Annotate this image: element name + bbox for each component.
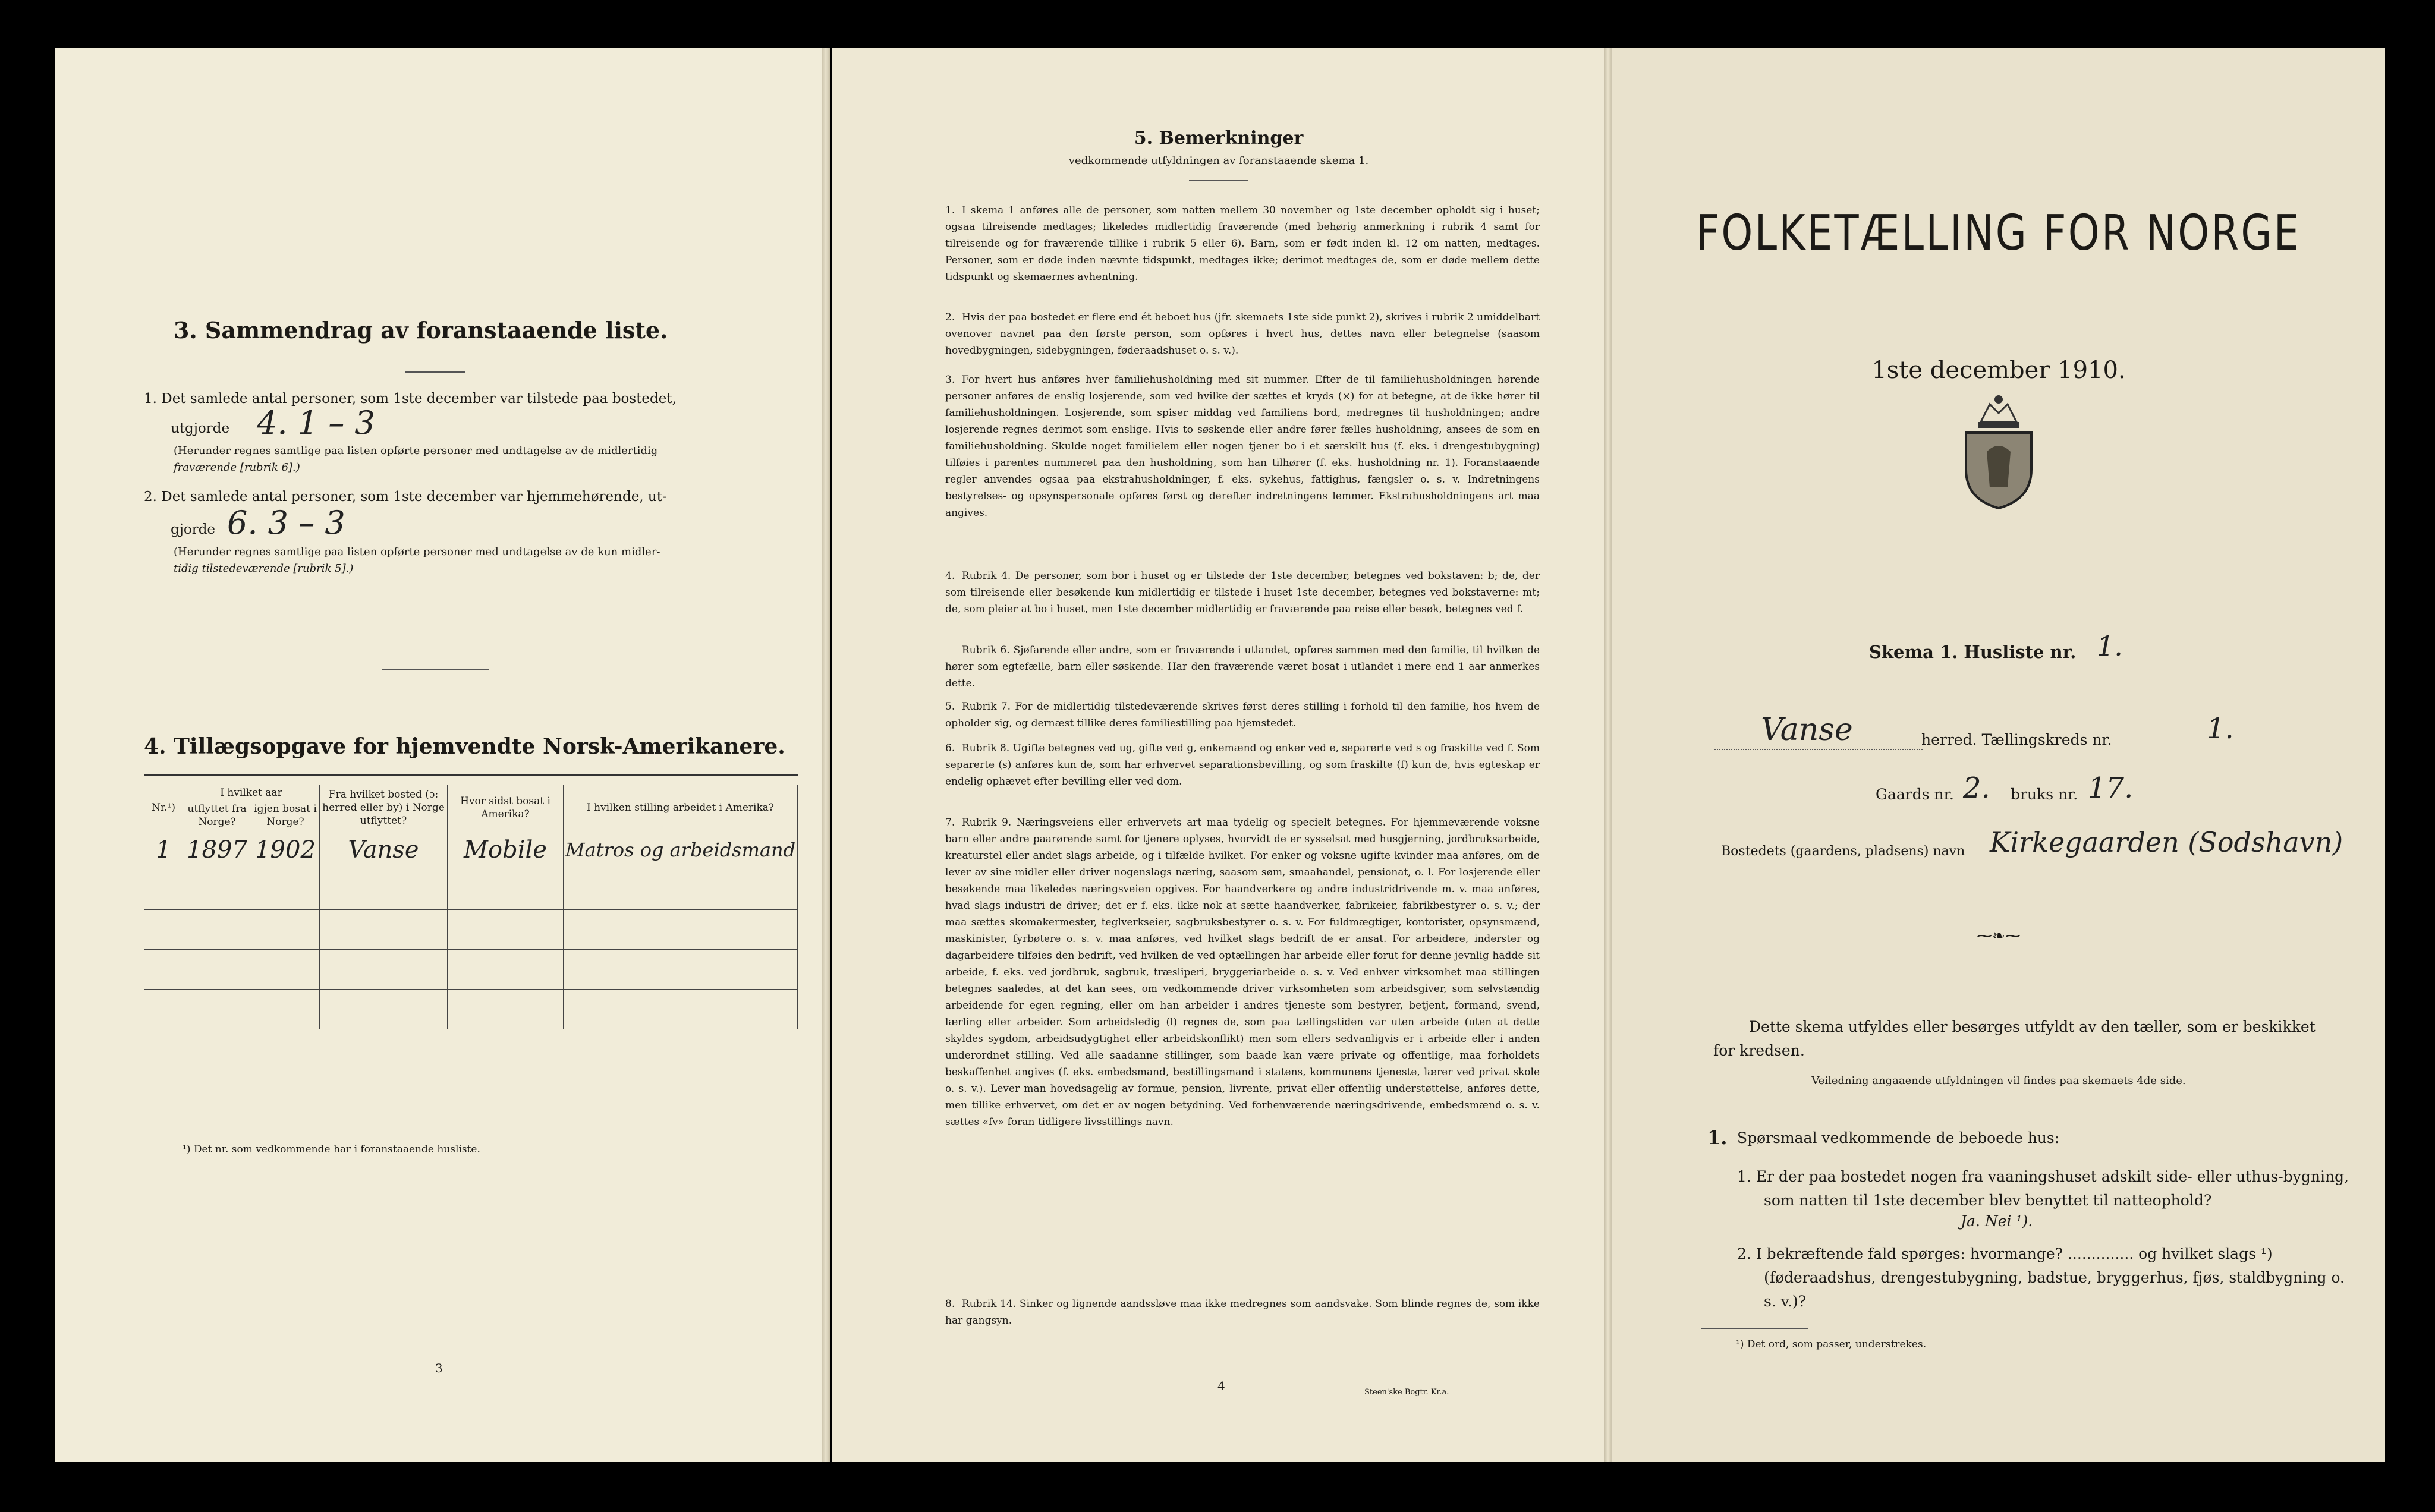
remark-text: Rubrik 7. For de midlertidig tilstedeværende skrives først deres stilling i forhold til den familie, hos hvem de opholder sig, og dernæst tillike deres familiestilling paa hjemstedet. (945, 701, 1540, 729)
cell-nr (144, 870, 183, 910)
remark-number: 5. (945, 701, 955, 713)
remark-item (945, 371, 1540, 521)
remark-item (945, 740, 1540, 790)
cell-position (564, 950, 798, 990)
skema-label: Skema 1. Husliste nr. (1869, 642, 2077, 662)
remark-text: Rubrik 4. De personer, som bor i huset og er tilstede der 1ste december, betegnes ved bokstaven: b; de, der som tilreisende eller besøkende kun midlertidig er tilstede i huset 1ste december, betegnes ved bokstaverne: mt; de, som pleier at bo i huset, men 1ste december midlertidig er fraværende paa reise eller besøk, betegnes ved f. (945, 570, 1540, 615)
q2-prefix: gjorde (171, 522, 216, 537)
cell-where (448, 990, 564, 1029)
bosted-label: Bostedets (gaardens, pladsens) navn (1721, 844, 1965, 859)
remarks-title: 5. Bemerkninger (1134, 128, 1304, 149)
cell-from (320, 990, 448, 1029)
remark-text: For hvert hus anføres hver familiehusholdning med sit nummer. Efter de til familiehusholdningen hørende personer anføres de enslig losjerende, som ved hvilke der sættes et kryds (×) for at betegne, at de ikke hører til familiehusholdningen. Losjerende, som spiser middag ved familiens bord, medregnes til husholdningen; andre losjerende regnes derimot som enslige. Hvis to søskende eller andre fører fælles husholdning, ansees de som en familiehusholdning. Skulde noget familielem eller nogen tjener bo i et særskilt hus (f. eks. i drengestubygning) tilføies i parentes nummeret paa den husholdning, som han tilhører (f. eks. husholdning nr. 1). Foranstaaende regler anvendes ogsaa paa ekstrahusholdninger, f. eks. sykehus, fattighus, fængsler o. s. v. Indretningens bestyrelses- og opsynspersonale opføres først og derefter indretningens lemmer. Ekstrahusholdningens art maa angives. (945, 374, 1540, 519)
cell-position (564, 870, 798, 910)
q1-handwritten-value: 4. 1 – 3 (257, 404, 375, 442)
ornament: ⁓❧⁓ (1977, 927, 2021, 945)
cell-emigrated (183, 950, 251, 990)
question-number: 1. (1707, 1126, 1728, 1149)
question-title: Spørsmaal vedkommende de beboede hus: (1737, 1129, 2060, 1146)
herred-line (1714, 749, 1923, 751)
col-nr: Nr.¹) (144, 785, 183, 830)
table-row (144, 950, 798, 990)
cell-emigrated (183, 870, 251, 910)
cell-from: Vanse (320, 830, 448, 870)
footnote: ¹) Det ord, som passer, understrekes. (1736, 1338, 1927, 1350)
page-number: 4 (1218, 1379, 1225, 1393)
form-date: 1ste december 1910. (1871, 357, 2126, 384)
q2-text: 2. Det samlede antal personer, som 1ste december var hjemmehørende, ut- (144, 489, 667, 505)
herred-handwritten: Vanse (1761, 712, 1853, 748)
gaards-label: Gaards nr. (1876, 786, 1954, 803)
husliste-number: 1. (2097, 630, 2123, 662)
intro-note: Veiledning angaaende utfyldningen vil findes paa skemaets 4de side. (1811, 1075, 2186, 1087)
q2-handwritten-value: 6. 3 – 3 (227, 504, 345, 541)
cell-nr (144, 950, 183, 990)
remarks-subtitle: vedkommende utfyldningen av foranstaaende skema 1. (1068, 155, 1369, 167)
remark-text: I skema 1 anføres alle de personer, som natten mellem 30 november og 1ste december opholdt sig i huset; ogsaa tilreisende medtages; likeledes midlertidig fraværende (med behørig anmerkning i rubrik 4 samt for tilreisende og for fraværende tillike i rubrik 5 eller 6). Barn, som er født inden kl. 12 om natten, medtages. Personer, som er døde inden nævnte tidspunkt, medtages ikke; derimot medtages de, som er døde mellem dette tidspunkt og skemaernes avhentning. (945, 204, 1540, 283)
remark-item (945, 202, 1540, 285)
cell-where (448, 910, 564, 950)
bruks-number: 17. (2088, 771, 2134, 805)
col-returned: igjen bosat i Norge? (251, 801, 320, 830)
remark-number: 1. (945, 204, 955, 216)
table-footnote: ¹) Det nr. som vedkommende har i foranstaaende husliste. (183, 1144, 480, 1155)
cell-returned (251, 950, 320, 990)
remark-number: 8. (945, 1298, 955, 1310)
cell-returned (251, 870, 320, 910)
page-number: 3 (435, 1361, 443, 1375)
remark-text: Rubrik 14. Sinker og lignende aandssløve maa ikke medregnes som aandsvake. Som blinde regnes de, som ikke har gangsyn. (945, 1298, 1540, 1327)
divider (1189, 180, 1248, 181)
cell-where (448, 950, 564, 990)
remark-item (945, 309, 1540, 359)
cell-from (320, 910, 448, 950)
q1-note-line2: fraværende [rubrik 6].) (174, 461, 300, 474)
remark-item (945, 814, 1540, 1130)
left-page (55, 48, 822, 1462)
question-1: 1. Er der paa bostedet nogen fra vaaningshuset adskilt side- eller uthus-bygning, som natten til 1ste december blev benyttet til natteophold? (1737, 1168, 2349, 1209)
divider (405, 371, 465, 373)
remark-text: Rubrik 6. Sjøfarende eller andre, som er fraværende i utlandet, opføres sammen med den familie, til hvilken de hører som egtefælle, barn eller søskende. Har den fraværende været bosat i utlandet i mere end 1 aar anmerkes dette. (945, 644, 1540, 689)
remark-number: 3. (945, 374, 955, 386)
table-row (144, 990, 798, 1029)
q1-text: 1. Det samlede antal personer, som 1ste december var tilstede paa bostedet, (144, 391, 677, 407)
cell-emigrated (183, 910, 251, 950)
bruks-label: bruks nr. (2011, 786, 2078, 803)
table-row (144, 910, 798, 950)
cell-returned (251, 990, 320, 1029)
cell-position: Matros og arbeidsmand (564, 830, 798, 870)
remark-number: 4. (945, 570, 955, 582)
q1-note-line1: (Herunder regnes samtlige paa listen opførte personer med undtagelse av de midlertidig (174, 445, 658, 457)
cell-nr (144, 910, 183, 950)
cell-returned: 1902 (251, 830, 320, 870)
intro-text: Dette skema utfyldes eller besørges utfyldt av den tæller, som er beskikket for kredsen. (1713, 1018, 2316, 1059)
remark-item (945, 1296, 1540, 1329)
cell-returned (251, 910, 320, 950)
col-year-group: I hvilket aar (183, 785, 320, 801)
table-row (144, 870, 798, 910)
cell-from (320, 870, 448, 910)
norsk-amerikanere-table (144, 785, 798, 1029)
herred-label: herred. Tællingskreds nr. (1921, 731, 2112, 748)
cell-nr: 1 (144, 830, 183, 870)
cell-from (320, 950, 448, 990)
col-from: Fra hvilket bosted (ↄ: herred eller by) i Norge utflyttet? (320, 785, 448, 830)
right-page (1612, 48, 2385, 1462)
cell-nr (144, 990, 183, 1029)
remark-number: 2. (945, 311, 955, 323)
remark-text: Rubrik 9. Næringsveiens eller erhvervets art maa tydelig og specielt betegnes. For hjemmeværende voksne barn eller andre paarørende samt for tjenere oplyses, hvorvidt de er sysselsat med husgjerning, jordbruksarbeide, kreaturstel eller andet slags arbeide, og i tilfælde hvilket. For enker og voksne ugifte kvinder maa anføres, om de lever av sine midler eller driver nogenslags næring, saasom søm, smaahandel, pensionat, o. l. For losjerende eller besøkende maa likeledes næringsveien opgives. For haandverkere og andre industridrivende m. v. maa anføres, hvad slags industri de driver; det er f. eks. ikke nok at sætte haandverker, fabrikeier, fabrikbestyrer o. s. v.; der maa sættes skomakermester, teglverkseier, sagbruksbestyrer o. s. v. For fuldmægtiger, kontorister, opsynsmænd, maskinister, fyrbøtere o. s. v. maa anføres, ved hvilket slags bedrift de er ansat. For arbeidere, inderster og dagarbeidere tilføies den bedrift, ved hvilken de ved optællingen har arbeide eller forut for denne jevnlig hadde sit arbeide, f. eks. ved jordbruk, sagbruk, træsliperi, bryggeriarbeide o. s. v. Ved enhver virksomhet maa stillingen betegnes saaledes, at det kan sees, om vedkommende driver virksomheten som arbeidsgiver, som selvstændig arbeidende for egen regning, eller om han arbeider i andres tjeneste som bestyrer, betjent, formand, svend, lærling eller arbeider. Som arbeidsledig (l) regnes de, som paa tællingstiden var uten arbeide (uten at dette skyldes sygdom, arbeidsudygtighet eller arbeidskonflikt) men som ellers sedvanligvis er i arbeide eller i anden underordnet stilling. Ved alle saadanne stillinger, som baade kan være private og offentlige, maa forholdets beskaffenhet angives (f. eks. embedsmand, bestillingsmand i statens, kommunens tjeneste, lærer ved privat skole o. s. v.). Lever man hovedsagelig av formue, pension, livrente, privat eller offentlig understøttelse, anføres dette, men tillike erhvervet, om det er av nogen betydning. Ved forhenværende næringsdrivende, embedsmænd o. s. v. sættes «fv» foran tidligere livsstillings navn. (945, 817, 1540, 1128)
q2-note-line2: tidig tilstedeværende [rubrik 5].) (174, 562, 354, 575)
cell-emigrated (183, 990, 251, 1029)
remark-item (945, 698, 1540, 732)
cell-position (564, 990, 798, 1029)
cell-position (564, 910, 798, 950)
cell-where: Mobile (448, 830, 564, 870)
question-1-answer: Ja. Nei ¹). (1957, 1212, 2036, 1230)
krets-number: 1. (2207, 712, 2234, 745)
remark-item (945, 568, 1540, 618)
table-row (144, 830, 798, 870)
bosted-name: Kirkegaarden (Sodshavn) (1990, 826, 2343, 858)
remark-item (945, 642, 1540, 692)
col-emigrated: utflyttet fra Norge? (183, 801, 251, 830)
q1-prefix: utgjorde (171, 421, 230, 436)
divider (382, 669, 489, 670)
q2-note-line1: (Herunder regnes samtlige paa listen opførte personer med undtagelse av de kun midler- (174, 546, 660, 558)
remark-number: 6. (945, 742, 955, 754)
section4-title: 4. Tillægsopgave for hjemvendte Norsk-Amerikanere. (144, 734, 785, 759)
remark-text: Hvis der paa bostedet er flere end ét beboet hus (jfr. skemaets 1ste side punkt 2), skrives i rubrik 2 umiddelbart ovenover navnet paa den første person, som opføres i hvert hus, dettes navn eller betegnelse (saasom hovedbygningen, sidebygningen, føderaadshuset o. s. v.). (945, 311, 1540, 357)
col-position: I hvilken stilling arbeidet i Amerika? (564, 785, 798, 830)
page-fold (822, 48, 830, 1462)
cell-emigrated: 1897 (183, 830, 251, 870)
question-2: 2. I bekræftende fald spørges: hvormange? .............. og hvilket slags ¹) (føderaadshus, drengestubygning, badstue, bryggerhus, fjøs, staldbygning o. s. v.)? (1737, 1245, 2345, 1310)
col-where: Hvor sidst bosat i Amerika? (448, 785, 564, 830)
cell-where (448, 870, 564, 910)
printer-mark: Steen'ske Bogtr. Kr.a. (1364, 1388, 1449, 1397)
remark-number: 7. (945, 817, 955, 829)
remark-text: Rubrik 8. Ugifte betegnes ved ug, gifte ved g, enkemænd og enker ved e, separerte ved s og fraskilte ved f. Som separerte (s) anføres kun de, som har erhvervet separationsbevilling, og som fraskilte (f) kun de, hvis egteskap er endelig ophævet efter bevilling eller ved dom. (945, 742, 1540, 788)
footnote-rule (1701, 1328, 1808, 1329)
table-header-row (144, 785, 798, 801)
gaards-number: 2. (1963, 771, 1990, 805)
form-title: FOLKETÆLLING FOR NORGE (1696, 205, 2301, 262)
table-top-rule (144, 774, 798, 776)
section3-title: 3. Sammendrag av foranstaaende liste. (174, 317, 668, 344)
page-fold (1604, 48, 1612, 1462)
coat-of-arms-icon (1954, 386, 2043, 511)
